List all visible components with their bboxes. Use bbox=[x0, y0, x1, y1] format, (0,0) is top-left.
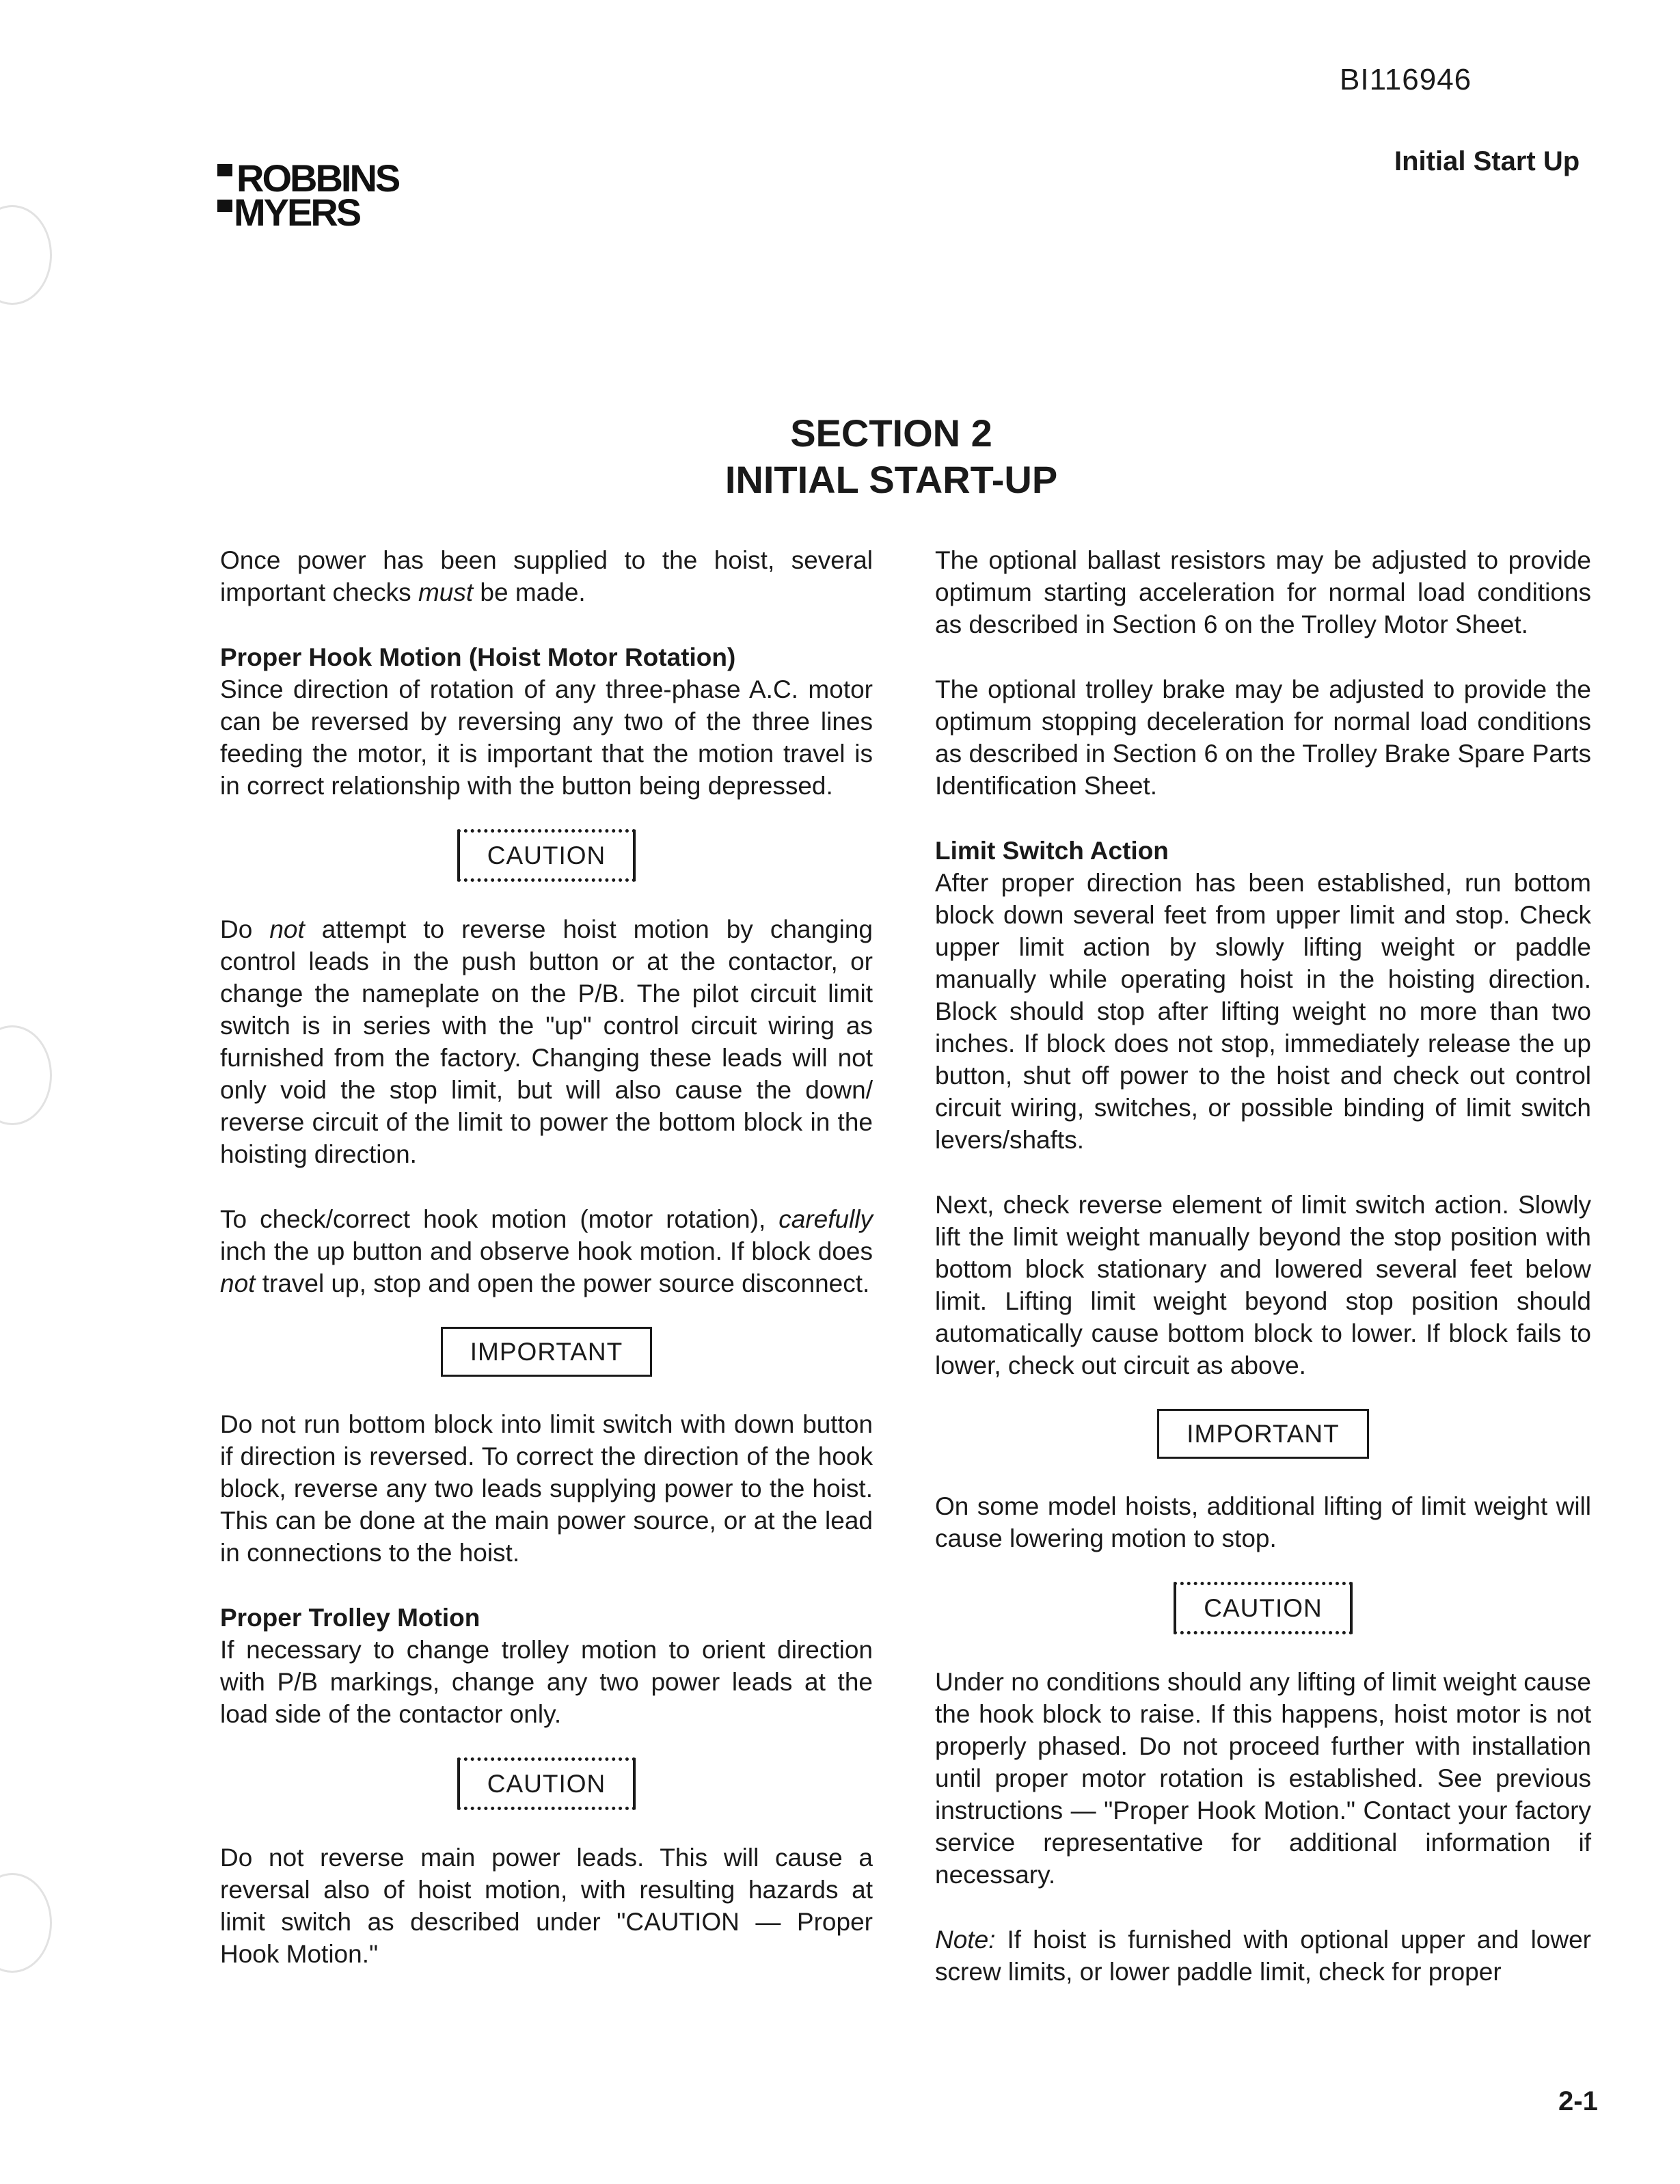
section-number: SECTION 2 bbox=[790, 412, 992, 455]
left-column bbox=[220, 544, 873, 1970]
section-title: INITIAL START-UP bbox=[724, 458, 1058, 501]
caution-label: CAUTION bbox=[457, 829, 636, 882]
punch-hole-bottom bbox=[0, 1873, 52, 1973]
important-paragraph: Do not run bottom block into limit switch with down button if direction is reversed. To correct the direction of the hook block, reverse any two leads supplying power to the hoist. This can be done at the main power source, or at the lead in connections to the hoist. bbox=[220, 1410, 873, 1567]
important-label: IMPORTANT bbox=[1157, 1409, 1368, 1459]
page-number: 2-1 bbox=[1558, 2086, 1598, 2116]
running-header: Initial Start Up bbox=[1394, 146, 1580, 176]
section-heading bbox=[0, 410, 1680, 503]
important-paragraph: On some model hoists, additional lifting of limit weight will cause lowering motion to stop. bbox=[935, 1492, 1591, 1552]
logo-word-myers: MYERS bbox=[234, 191, 360, 232]
important-label: IMPORTANT bbox=[441, 1327, 652, 1377]
document-id: BI116946 bbox=[1340, 63, 1472, 96]
caution-paragraph: Do not reverse main power leads. This will cause a reversal also of hoist motion, with resulting hazards at limit switch as described under "CAUTION — Proper Hook Motion." bbox=[220, 1844, 873, 1968]
trolley-motion-paragraph: If necessary to change trolley motion to orient direction with P/B markings, change any two power leads at the load side of the contactor only. bbox=[220, 1636, 873, 1728]
right-column bbox=[935, 544, 1591, 1988]
check-hook-paragraph: To check/correct hook motion (motor rotation), carefully inch the up button and observe hook motion. If block does not travel up, stop and open the power source disconnect. bbox=[220, 1205, 873, 1297]
hook-motion-paragraph: Since direction of rotation of any three-phase A.C. motor can be reversed by reversing any two of the three lines feeding the motor, it is important that the motion travel is in correct relationship with the button being depressed. bbox=[220, 675, 873, 800]
ballast-paragraph: The optional ballast resistors may be adjusted to provide optimum starting acceleration for normal load conditions as described in Section 6 on the Trolley Motor Sheet. bbox=[935, 546, 1591, 638]
punch-hole-middle bbox=[0, 1025, 52, 1125]
robbins-myers-logo bbox=[217, 157, 491, 236]
hook-motion-heading: Proper Hook Motion (Hoist Motor Rotation) bbox=[220, 643, 736, 671]
note-label: Note: bbox=[935, 1926, 996, 1954]
intro-paragraph: Once power has been supplied to the hoist, several important checks must be made. bbox=[220, 546, 873, 606]
logo-word-robbins: ROBBINS bbox=[236, 157, 399, 200]
caution-label: CAUTION bbox=[1174, 1582, 1353, 1634]
caution-paragraph: Under no conditions should any lifting of limit weight cause the hook block to raise. If this happens, hoist motor is not properly phased. Do not proceed further with installation until proper motor rotation is established. See previous instructions — "Proper Hook Motion." Contact your factory service representative for additional information if necessary. bbox=[935, 1668, 1591, 1889]
note-paragraph: Note: If hoist is furnished with optional upper and lower screw limits, or lower paddle limit, check for proper bbox=[935, 1926, 1591, 1986]
reverse-element-paragraph: Next, check reverse element of limit switch action. Slowly lift the limit weight manually beyond the stop position with bottom block stationary and lowered several feet below limit. Lifting limit weight beyond stop position should automatically cause bottom block to lower. If block fails to lower, check out circuit as above. bbox=[935, 1191, 1591, 1379]
caution-label: CAUTION bbox=[457, 1757, 636, 1810]
limit-switch-heading: Limit Switch Action bbox=[935, 837, 1169, 865]
caution-paragraph: Do not attempt to reverse hoist motion by changing control leads in the push button or at the contactor, or change the nameplate on the P/B. The pilot circuit limit switch is in series with the "up" control circuit wiring as furnished from the factory. Changing these leads will not only void the stop limit, but will also cause the down/ reverse circuit of the limit to power the bottom block in the hoisting direction. bbox=[220, 915, 873, 1168]
punch-hole-top bbox=[0, 205, 52, 305]
limit-switch-paragraph: After proper direction has been established, run bottom block down several feet from upper limit and stop. Check upper limit action by slowly lifting weight or paddle manually while operating hoist in the hoisting direction. Block should stop after lifting weight no more than two inches. If block does not stop, immediately release the up button, shut off power to the hoist and check out control circuit wiring, switches, or possible binding of limit switch levers/shafts. bbox=[935, 869, 1591, 1154]
trolley-motion-heading: Proper Trolley Motion bbox=[220, 1604, 480, 1632]
trolley-brake-paragraph: The optional trolley brake may be adjusted to provide the optimum stopping deceleration for normal load conditions as described in Section 6 on the Trolley Brake Spare Parts Identification Sheet. bbox=[935, 675, 1591, 800]
